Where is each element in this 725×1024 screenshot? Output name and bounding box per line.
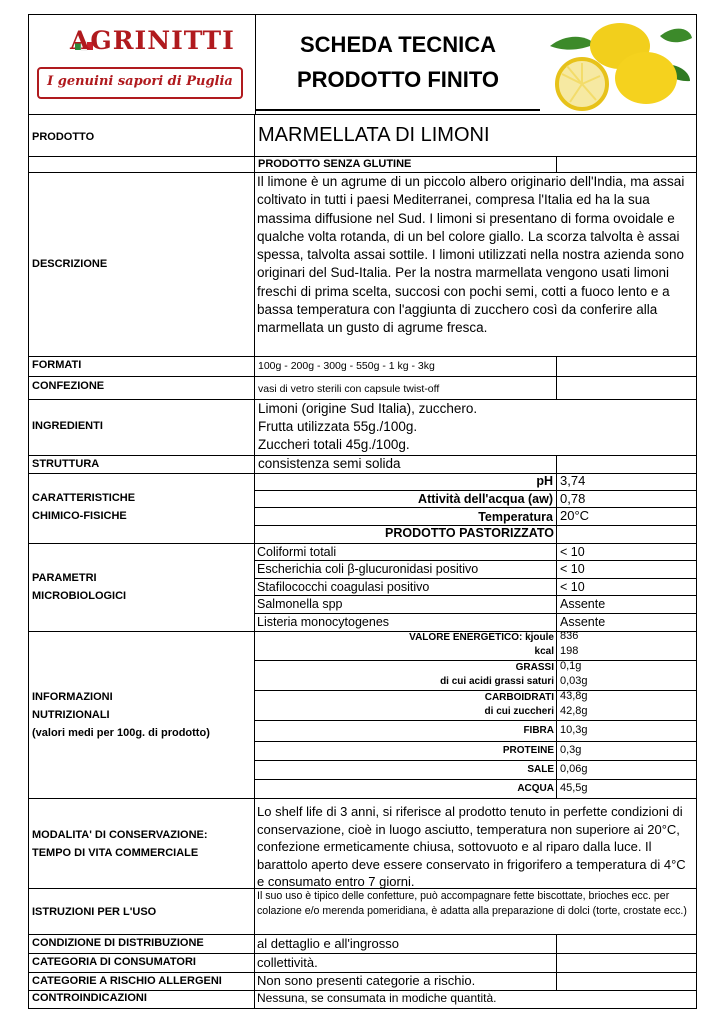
micro-row-name: Stafilococchi coagulasi positivo [257, 580, 430, 594]
fiber-value: 10,3g [560, 724, 588, 736]
micro-row-value: < 10 [560, 562, 585, 576]
consumers-value: collettività. [257, 955, 318, 970]
energy-kj: 836 [560, 630, 579, 642]
protein-value: 0,3g [560, 744, 582, 756]
nutrition-label-3: (valori medi per 100g. di prodotto) [32, 727, 210, 739]
distribution-value: al dettaglio e all'ingrosso [257, 936, 399, 951]
ingredients-label: INGREDIENTI [32, 420, 103, 432]
chemical-row-name: Attività dell'acqua (aw) [418, 492, 553, 506]
logo-name: AGRINITTI [70, 26, 235, 55]
micro-label-2: MICROBIOLOGICI [32, 590, 127, 602]
product-label: PRODOTTO [32, 131, 95, 143]
packaging-label: CONFEZIONE [32, 380, 105, 392]
packaging-value: vasi di vetro sterili con capsule twist-off [258, 383, 440, 395]
consumers-label: CATEGORIA DI CONSUMATORI [32, 956, 196, 968]
chemical-label-2: CHIMICO-FISICHE [32, 510, 127, 522]
energy-label: VALORE ENERGETICO: kjoule [409, 632, 554, 643]
contraindications-label: CONTROINDICAZIONI [32, 992, 147, 1004]
title-line-1: SCHEDA TECNICA [300, 32, 496, 57]
description-text: Il limone è un agrume di un piccolo albero originario dell'India, ma assai coltivato in tutti i paesi Mediterranei, compresa l'Italia ed ha la sua massima diffusione nel Sud. I limoni si presentano di forma ovoidale e qualche volta rotanda, di un bel colore giallo. La scorza talvolta è assai spessa, talvolta assai sottile. I limoni utilizzati nella nostra azienda sono originari del Sud-Italia. Per la nostra marmellata vengono usati limoni freschi di prima scelta, succosi con pochi semi, cotti a fuoco lento e a bassa temperatura con l'aggiunta di zucchero così da conferire alla marmellata un gusto di agrume fresca. [257, 174, 685, 336]
micro-row-value: Assente [560, 597, 606, 611]
micro-row-value: < 10 [560, 545, 585, 559]
sugars-value: 42,8g [560, 705, 588, 717]
water-value: 45,5g [560, 782, 588, 794]
pasteurized-note: PRODOTTO PASTORIZZATO [385, 526, 554, 540]
ingredients-line-2: Frutta utilizzata 55g./100g. [258, 419, 418, 434]
kcal-value: 198 [560, 645, 579, 657]
product-name: MARMELLATA DI LIMONI [258, 124, 490, 146]
ingredients-line-1: Limoni (origine Sud Italia), zucchero. [258, 401, 478, 416]
nutrition-label-2: NUTRIZIONALI [32, 709, 110, 721]
salt-label: SALE [527, 764, 554, 775]
allergens-value: Non sono presenti categorie a rischio. [257, 973, 476, 988]
protein-label: PROTEINE [502, 745, 554, 756]
micro-row-value: < 10 [560, 580, 585, 594]
structure-label: STRUTTURA [32, 458, 100, 470]
logo-tagline: I genuini sapori di Puglia [47, 74, 233, 89]
title-line-2: PRODOTTO FINITO [296, 67, 500, 92]
micro-row-name: Salmonella spp [257, 597, 343, 611]
conservation-label-1: MODALITA' DI CONSERVAZIONE: [32, 829, 208, 841]
formats-label: FORMATI [32, 359, 82, 371]
usage-text: Il suo uso è tipico delle confetture, può accompagnare fette biscottate, brioches ecc. per colazione e/o merenda pomeridiana, è adatta alla preparazione di dolci (torte, crostate ecc.) [257, 890, 687, 917]
salt-value: 0,06g [560, 763, 588, 775]
carbs-label: CARBOIDRATI [484, 692, 554, 703]
usage-label: ISTRUZIONI PER L'USO [32, 906, 157, 918]
structure-value: consistenza semi solida [258, 456, 401, 471]
fiber-label: FIBRA [523, 725, 554, 736]
gluten-free-note: PRODOTTO SENZA GLUTINE [258, 158, 412, 170]
company-logo [34, 22, 248, 104]
micro-row-name: Listeria monocytogenes [257, 615, 390, 629]
water-label: ACQUA [517, 783, 554, 794]
formats-value: 100g - 200g - 300g - 550g - 1 kg - 3kg [258, 360, 435, 372]
carbs-value: 43,8g [560, 690, 588, 702]
chemical-label-1: CARATTERISTICHE [32, 492, 136, 504]
description-label: DESCRIZIONE [32, 258, 108, 270]
micro-row-name: Escherichia coli β-glucuronidasi positivo [257, 562, 479, 576]
allergens-label: CATEGORIE A RISCHIO ALLERGENI [32, 975, 222, 987]
conservation-label-2: TEMPO DI VITA COMMERCIALE [32, 847, 199, 859]
saturated-fat-label: di cui acidi grassi saturi [440, 676, 554, 687]
fat-value: 0,1g [560, 660, 582, 672]
micro-label-1: PARAMETRI [32, 572, 97, 584]
fat-label: GRASSI [515, 662, 554, 673]
micro-row-value: Assente [560, 615, 606, 629]
chemical-row-name: Temperatura [478, 510, 553, 524]
chemical-row-value: 0,78 [560, 491, 586, 506]
kcal-label: kcal [534, 646, 554, 657]
chemical-row-value: 3,74 [560, 473, 586, 488]
chemical-row-value: 20°C [560, 508, 590, 523]
distribution-label: CONDIZIONE DI DISTRIBUZIONE [32, 937, 204, 949]
conservation-text: Lo shelf life di 3 anni, si riferisce al prodotto tenuto in perfette condizioni di conservazione, cioè in luogo asciutto, temperatura non superiore ai 20°C, confezione ermeticamente chiusa, sottovuoto e al riparo dalla luce. Il barattolo aperto deve essere conservato in frigorifero a temperatura di 4°C e consumato entro 7 giorni. [257, 804, 686, 889]
ingredients-line-3: Zuccheri totali 45g./100g. [258, 437, 410, 452]
chemical-row-name: pH [536, 474, 553, 488]
contraindications-value: Nessuna, se consumata in modiche quantità. [257, 991, 497, 1005]
sugars-label: di cui zuccheri [484, 706, 554, 717]
saturated-fat-value: 0,03g [560, 675, 588, 687]
nutrition-label-1: INFORMAZIONI [32, 691, 113, 703]
lemons-image [540, 16, 695, 112]
micro-row-name: Coliformi totali [257, 545, 337, 559]
